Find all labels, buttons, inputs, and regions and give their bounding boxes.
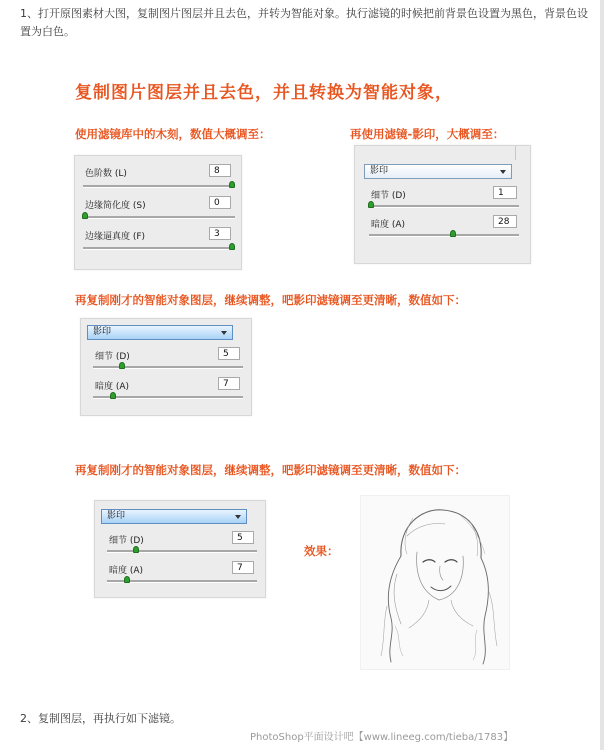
stamp2-filter-select[interactable]: [87, 325, 233, 340]
stamp3-detail-label: 细节 (D): [109, 536, 144, 546]
effect-label: 效果：: [304, 544, 339, 558]
stamp3-detail-slider-track[interactable]: [107, 550, 257, 553]
stamp2-filter-select-value: 影印: [93, 327, 112, 337]
stamp1-darkness-label: 暗度 (A): [371, 220, 406, 230]
edge-fidelity-slider-thumb[interactable]: [229, 243, 235, 250]
stamp3-filter-select[interactable]: [101, 509, 247, 524]
stamp2-detail-input[interactable]: 5: [218, 347, 240, 360]
stamp1-filter-select[interactable]: [364, 164, 512, 179]
stamp1-darkness-input[interactable]: 28: [493, 215, 517, 228]
stamp3-heading: 再复制刚才的智能对象图层，继续调整，吧影印滤镜调至更清晰，数值如下：: [75, 463, 466, 477]
chevron-down-icon: [500, 170, 506, 174]
stamp2-panel: [80, 318, 252, 416]
stamp1-detail-slider-thumb[interactable]: [368, 201, 374, 208]
stamp2-darkness-input[interactable]: 7: [218, 377, 240, 390]
levels-slider-track[interactable]: [83, 185, 235, 188]
edge-fidelity-label: 边缘逼真度 (F): [85, 232, 146, 242]
stamp1-darkness-slider-track[interactable]: [369, 234, 519, 237]
stamp3-detail-slider-thumb[interactable]: [133, 546, 139, 553]
stamp2-heading: 再复制刚才的智能对象图层，继续调整，吧影印滤镜调至更清晰，数值如下：: [75, 293, 466, 307]
stamp1-panel: [354, 145, 531, 264]
main-heading: 复制图片图层并且去色，并且转换为智能对象，: [75, 83, 453, 103]
woodcut-panel: [74, 155, 242, 270]
stamp3-darkness-label: 暗度 (A): [109, 566, 144, 576]
edge-fidelity-input[interactable]: 3: [209, 227, 231, 240]
stamp2-detail-slider-thumb[interactable]: [119, 362, 125, 369]
woodcut-heading: 使用滤镜库中的木刻，数值大概调至：: [75, 127, 271, 141]
stamp2-darkness-label: 暗度 (A): [95, 382, 130, 392]
edge-simplicity-slider-track[interactable]: [83, 216, 235, 219]
stamp1-darkness-slider-thumb[interactable]: [450, 230, 456, 237]
stamp2-detail-label: 细节 (D): [95, 352, 130, 362]
chevron-down-icon: [235, 515, 241, 519]
result-sketch-image: [360, 495, 510, 670]
levels-slider-thumb[interactable]: [229, 181, 235, 188]
intro-paragraph: 1、打开原图素材大图，复制图片图层并且去色，并转为智能对象。执行滤镜的时候把前背景色设置为黑色，背景色设置为白色。: [20, 7, 588, 38]
stamp1-detail-slider-track[interactable]: [369, 205, 519, 208]
levels-label: 色阶数 (L): [85, 169, 127, 179]
edge-simplicity-slider-thumb[interactable]: [82, 212, 88, 219]
chevron-down-icon: [221, 331, 227, 335]
edge-fidelity-slider-track[interactable]: [83, 247, 235, 250]
portrait-sketch-icon: [361, 496, 509, 669]
stamp3-darkness-slider-thumb[interactable]: [124, 576, 130, 583]
stamp1-detail-input[interactable]: 1: [493, 186, 517, 199]
stamp3-filter-select-value: 影印: [107, 511, 126, 521]
stamp3-panel: [94, 500, 266, 598]
edge-simplicity-label: 边缘简化度 (S): [85, 201, 146, 211]
stamp1-filter-select-value: 影印: [370, 166, 389, 176]
watermark-text: PhotoShop平面设计吧【www.lineeg.com/tieba/1783】: [250, 732, 514, 743]
stamp3-detail-input[interactable]: 5: [232, 531, 254, 544]
levels-input[interactable]: 8: [209, 164, 231, 177]
stamp3-darkness-input[interactable]: 7: [232, 561, 254, 574]
edge-simplicity-input[interactable]: 0: [209, 196, 231, 209]
stamp2-darkness-slider-thumb[interactable]: [110, 392, 116, 399]
stamp2-detail-slider-track[interactable]: [93, 366, 243, 369]
stamp1-panel-divider: [515, 146, 516, 160]
stamp1-detail-label: 细节 (D): [371, 191, 406, 201]
stamp1-heading: 再使用滤镜-影印，大概调至：: [350, 127, 505, 141]
page-scrollbar[interactable]: [600, 0, 604, 750]
step2-paragraph: 2、复制图层，再执行如下滤镜。: [20, 712, 181, 725]
